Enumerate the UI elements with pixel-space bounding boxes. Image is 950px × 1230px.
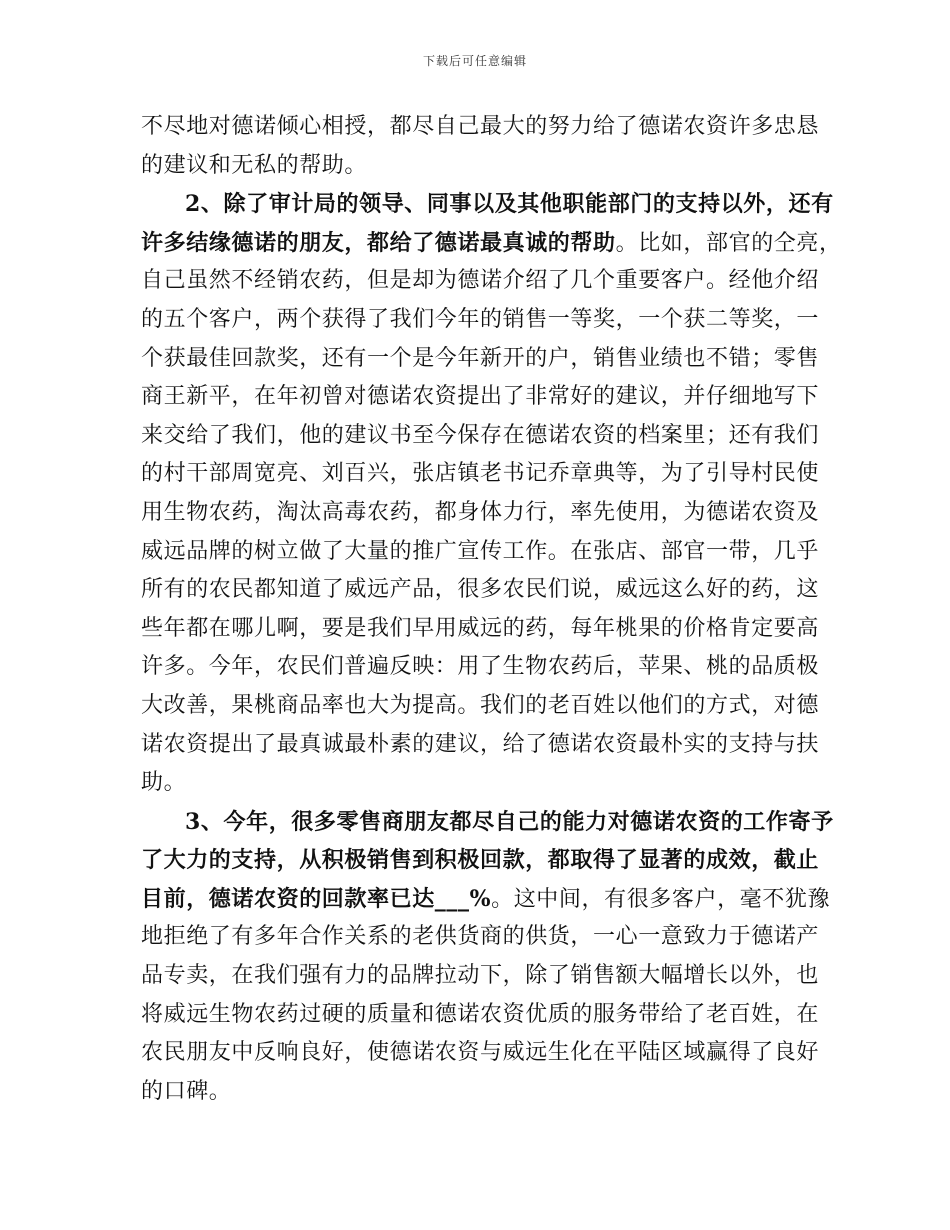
text-line (141, 224, 842, 263)
text-line (141, 262, 820, 301)
text-segment: 农民朋友中反响良好，使德诺农资与威远生化在平陆区域赢得了良好 (141, 1040, 820, 1066)
text-segment: 商王新平，在年初曾对德诺农资提出了非常好的建议，并仔细地写下 (141, 384, 820, 410)
text-line (141, 996, 820, 1035)
text-line (141, 764, 811, 803)
text-segment: 不尽地对德诺倾心相授，都尽自己最大的努力给了德诺农资许多忠恳 (141, 114, 820, 139)
text-line (141, 108, 820, 147)
text-segment: 自己虽然不经销农药，但是却为德诺介绍了几个重要客户。经他介绍 (141, 268, 820, 294)
text-segment: 用生物农药，淘汰高毒农药，都身体力行，率先使用，为德诺农资及 (141, 499, 820, 525)
text-segment: 所有的农民都知道了威远产品，很多农民们说，威远这么好的药，这 (141, 577, 820, 603)
text-line (141, 378, 820, 417)
bold-text-segment: 了大力的支持，从积极销售到积极回款，都取得了显著的成效，截止 (141, 847, 820, 874)
text-line (141, 301, 820, 340)
bold-text-segment: 3、今年，很多零售商朋友都尽自己的能力对德诺农资的工作寄予 (185, 808, 834, 835)
bold-text-segment: 许多结缘德诺的朋友，都给了德诺最真诚的帮助 (141, 229, 616, 256)
text-line (141, 841, 820, 880)
text-line (141, 1034, 820, 1073)
text-segment: 将威远生物农药过硬的质量和德诺农资优质的服务带给了老百姓，在 (141, 1001, 820, 1027)
text-line (141, 726, 820, 765)
text-line (141, 340, 820, 379)
text-line (141, 687, 820, 726)
text-segment: 许多。今年，农民们普遍反映：用了生物农药后，苹果、桃的品质极 (141, 654, 820, 680)
text-line (141, 957, 820, 996)
text-segment: 。这中间，有很多客户，毫不犹豫 (491, 886, 831, 912)
text-line (141, 610, 820, 649)
text-segment: 的建议和无私的帮助。 (141, 152, 368, 178)
text-line (141, 918, 820, 957)
document-body (141, 108, 842, 1111)
text-line (141, 803, 834, 842)
text-segment: 助。 (141, 770, 187, 796)
text-segment: 大改善，果桃商品率也大为提高。我们的老百姓以他们的方式，对德 (141, 692, 820, 718)
text-line (141, 417, 820, 456)
text-line (141, 1073, 811, 1112)
text-segment: 的口碑。 (141, 1078, 232, 1104)
text-segment: 。比如，部官的仝亮， (615, 230, 842, 256)
text-segment: 的村干部周宽亮、刘百兴，张店镇老书记乔章典等，为了引导村民使 (141, 461, 820, 487)
text-line (141, 533, 820, 572)
text-line (141, 880, 831, 919)
text-segment: 品专卖，在我们强有力的品牌拉动下，除了销售额大幅增长以外，也 (141, 963, 820, 989)
text-segment: 地拒绝了有多年合作关系的老供货商的供货，一心一意致力于德诺产 (141, 924, 820, 950)
text-line (141, 494, 820, 533)
text-segment: 威远品牌的树立做了大量的推广宣传工作。在张店、部官一带，几乎 (141, 538, 820, 564)
page-header: 下载后可任意编辑 (422, 54, 527, 68)
bold-text-segment: 目前，德诺农资的回款率已达___% (141, 885, 492, 912)
text-segment: 个获最佳回款奖，还有一个是今年新开的户，销售业绩也不错；零售 (141, 345, 820, 371)
bold-text-segment: 2、除了审计局的领导、同事以及其他职能部门的支持以外，还有 (185, 191, 834, 218)
text-segment: 些年都在哪儿啊，要是我们早用威远的药，每年桃果的价格肯定要高 (141, 615, 820, 641)
text-segment: 的五个客户，两个获得了我们今年的销售一等奖，一个获二等奖，一 (141, 306, 820, 332)
text-line (141, 147, 811, 186)
text-line (141, 455, 820, 494)
text-segment: 来交给了我们，他的建议书至今保存在德诺农资的档案里；还有我们 (141, 422, 820, 448)
text-line (141, 571, 820, 610)
text-segment: 诺农资提出了最真诚最朴素的建议，给了德诺农资最朴实的支持与扶 (141, 731, 820, 757)
text-line (141, 185, 834, 224)
text-line (141, 648, 820, 687)
